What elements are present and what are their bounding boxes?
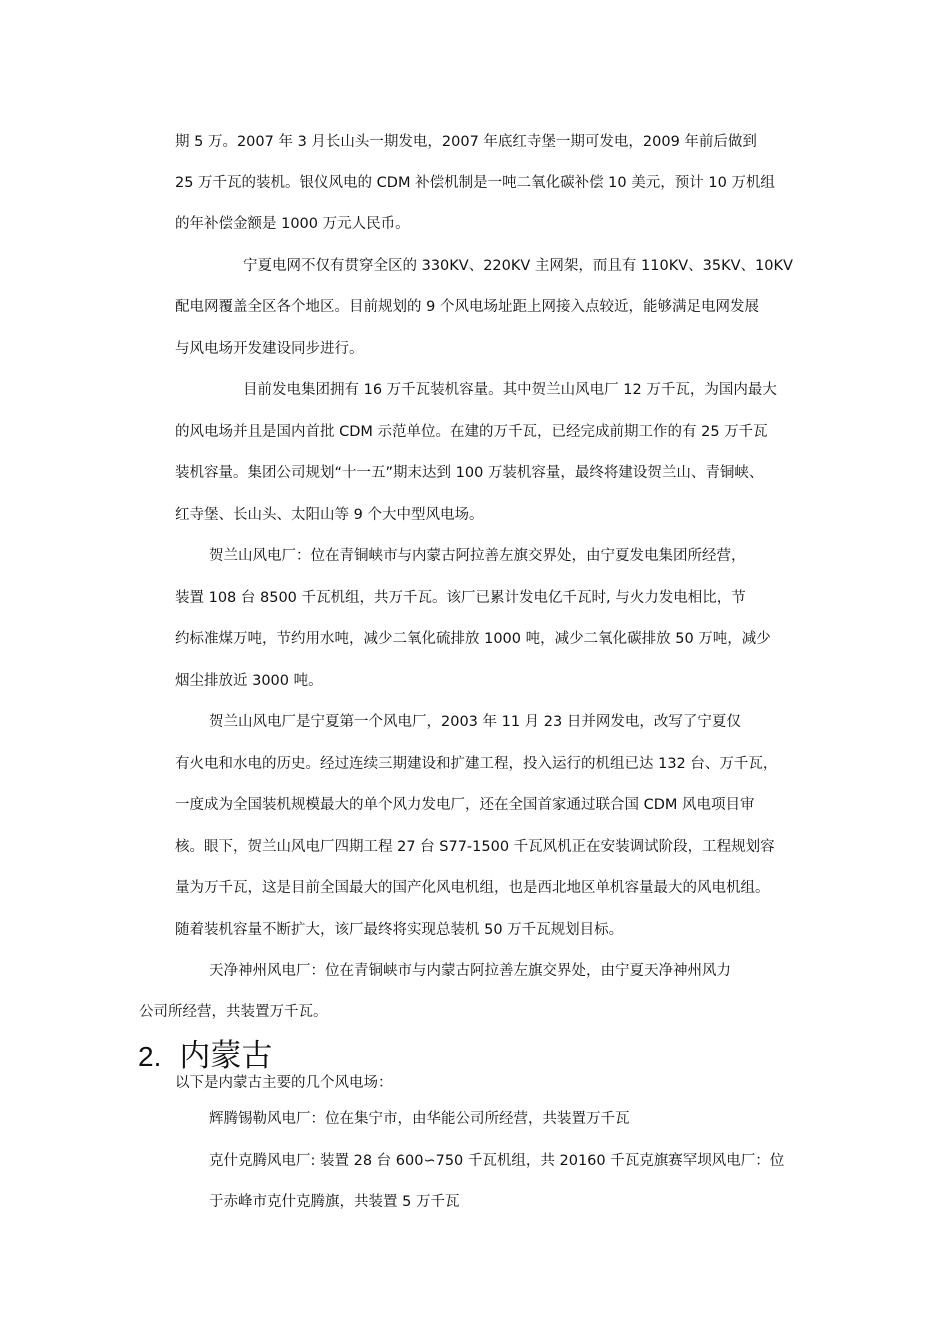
paragraph-line: 的年补偿金额是 1000 万元人民币。 [175, 216, 410, 232]
paragraph-line: 核。眼下，贺兰山风电厂四期工程 27 台 S77-1500 千瓦风机正在安装调试阶段，工程规划容 [175, 839, 775, 855]
paragraph-line: 期 5 万。2007 年 3 月长山头一期发电，2007 年底红寺堡一期可发电，2009 年前后做到 [175, 134, 757, 150]
paragraph-line: 公司所经营，共装置万千瓦。 [139, 1004, 328, 1020]
paragraph-line: 配电网覆盖全区各个地区。目前规划的 9 个风电场址距上网接入点较近，能够满足电网发展 [175, 299, 759, 315]
paragraph-line: 量为万千瓦，这是目前全国最大的国产化风电机组，也是西北地区单机容量最大的风电机组。 [175, 880, 770, 896]
paragraph-line: 辉腾锡勒风电厂：位在集宁市，由华能公司所经营，共装置万千瓦 [209, 1111, 630, 1127]
paragraph-line: 贺兰山风电厂是宁夏第一个风电厂，2003 年 11 月 23 日并网发电，改写了宁夏仅 [209, 714, 741, 730]
paragraph-line: 约标准煤万吨，节约用水吨，减少二氧化硫排放 1000 吨，减少二氧化碳排放 50 万吨，减少 [175, 631, 771, 647]
section-title: 内蒙古 [179, 1038, 273, 1074]
paragraph-line: 以下是内蒙古主要的几个风电场： [175, 1075, 393, 1091]
section-number: 2. [138, 1041, 162, 1072]
paragraph-line: 红寺堡、长山头、太阳山等 9 个大中型风电场。 [175, 507, 484, 523]
paragraph-line: 装机容量。集团公司规划“十一五”期末达到 100 万装机容量，最终将建设贺兰山、青铜峡、 [175, 465, 764, 481]
paragraph-line: 装置 108 台 8500 千瓦机组，共万千瓦。该厂已累计发电亿千瓦时, 与火力发电相比，节 [175, 590, 746, 606]
paragraph-line: 烟尘排放近 3000 吨。 [175, 673, 323, 689]
paragraph-line: 的风电场并且是国内首批 CDM 示范单位。在建的万千瓦，已经完成前期工作的有 25 万千瓦 [175, 424, 768, 440]
paragraph-line: 贺兰山风电厂：位在青铜峡市与内蒙古阿拉善左旗交界处，由宁夏发电集团所经营， [209, 548, 746, 564]
paragraph-line: 宁夏电网不仅有贯穿全区的 330KV、220KV 主网架，而且有 110KV、35KV、10KV [243, 258, 793, 274]
paragraph-line: 25 万千瓦的装机。银仪风电的 CDM 补偿机制是一吨二氧化碳补偿 10 美元，预计 10 万机组 [175, 175, 775, 191]
paragraph-line: 于赤峰市克什克腾旗，共装置 5 万千瓦 [209, 1194, 460, 1210]
paragraph-line: 随着装机容量不断扩大，该厂最终将实现总装机 50 万千瓦规划目标。 [175, 922, 624, 938]
paragraph-line: 天净神州风电厂：位在青铜峡市与内蒙古阿拉善左旗交界处，由宁夏天净神州风力 [209, 963, 731, 979]
paragraph-line: 克什克腾风电厂: 装置 28 台 600∽750 千瓦机组，共 20160 千瓦克旗赛罕坝风电厂：位 [209, 1153, 785, 1169]
paragraph-line: 目前发电集团拥有 16 万千瓦装机容量。其中贺兰山风电厂 12 万千瓦，为国内最大 [243, 382, 777, 398]
paragraph-line: 一度成为全国装机规模最大的单个风力发电厂，还在全国首家通过联合国 CDM 风电项目审 [175, 797, 755, 813]
paragraph-line: 与风电场开发建设同步进行。 [175, 341, 364, 357]
paragraph-line: 有火电和水电的历史。经过连续三期建设和扩建工程，投入运行的机组已达 132 台、万千瓦， [175, 756, 778, 772]
